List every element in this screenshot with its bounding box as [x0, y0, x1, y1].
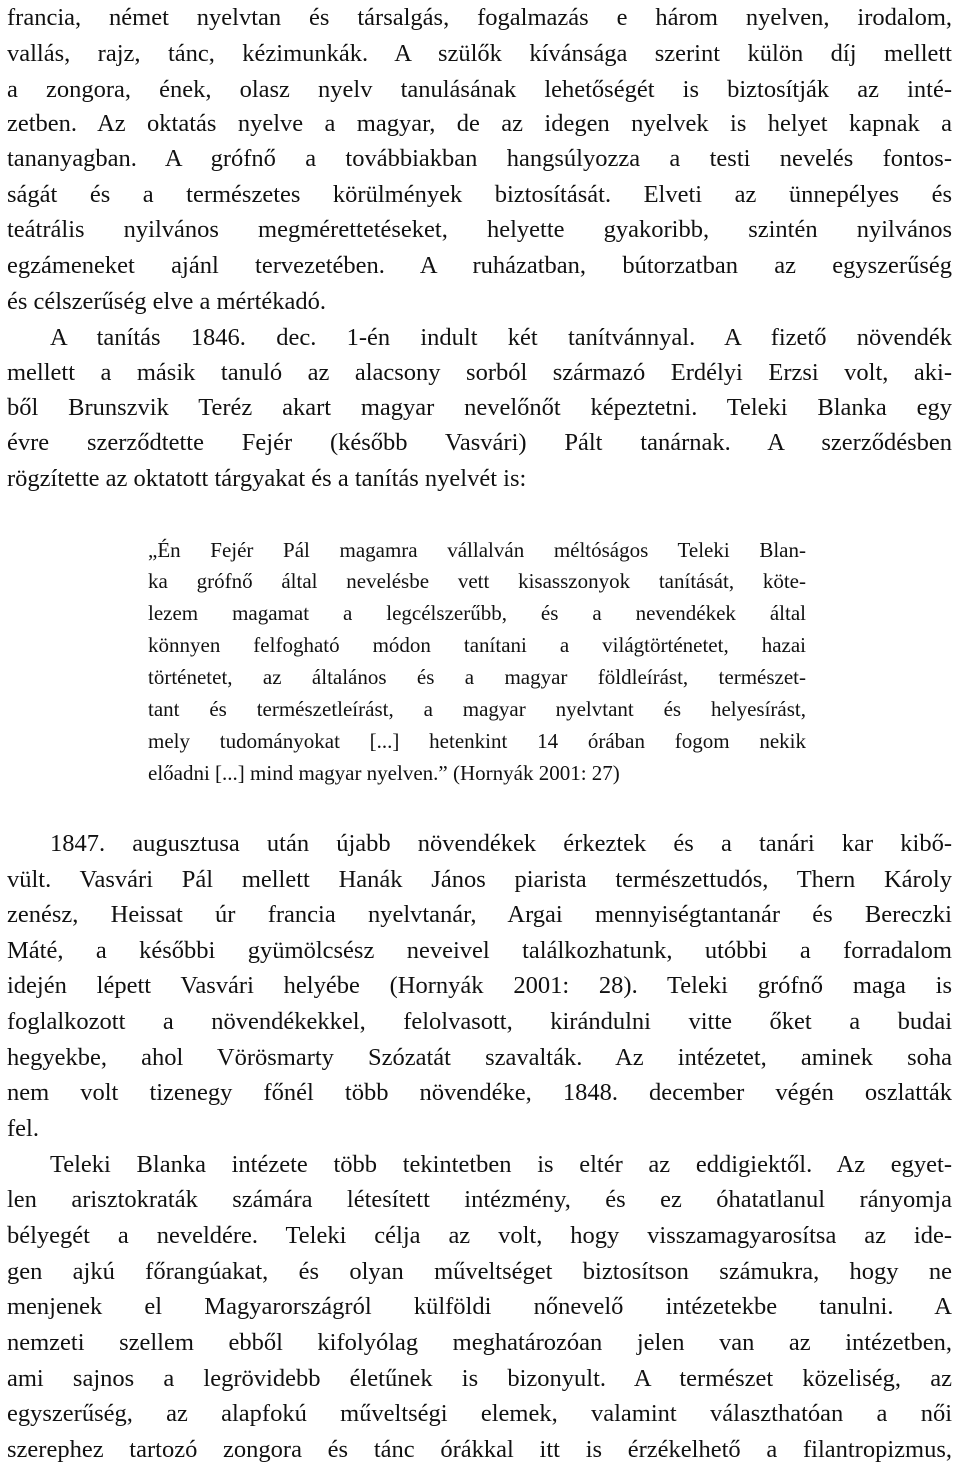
text-line: szerephez tartozó zongora és tánc órákkal itt is érzékelhető a filantropizmus,: [7, 1436, 952, 1463]
quote-line: történetet, az általános és a magyar földleírást, természet-: [148, 665, 806, 689]
text-line: bélyegét a neveldére. Teleki célja az volt, hogy visszamagyarosítsa az ide-: [7, 1222, 952, 1249]
text-line: fel.: [7, 1115, 39, 1142]
text-line: ből Brunszvik Teréz akart magyar nevelőnőt képeztetni. Teleki Blanka egy: [7, 394, 952, 421]
text-line: len arisztokraták számára létesített intézmény, és ez óhatatlanul rányomja: [7, 1186, 952, 1213]
text-line: idején lépett Vasvári helyébe (Hornyák 2001: 28). Teleki grófnő maga is: [7, 972, 952, 999]
text-line: rögzítette az oktatott tárgyakat és a tanítás nyelvét is:: [7, 465, 527, 492]
quote-line: tant és természetleírást, a magyar nyelvtant és helyesírást,: [148, 697, 806, 721]
text-line: zenész, Heissat úr francia nyelvtanár, Argai mennyiségtantanár és Bereczki: [7, 901, 952, 928]
text-line: mellett a másik tanuló az alacsony sorból származó Erdélyi Erzsi volt, aki-: [7, 359, 952, 386]
text-line: gen ajkú főrangúakat, és olyan műveltséget biztosítson számukra, hogy ne: [7, 1258, 952, 1285]
text-line: hegyekbe, ahol Vörösmarty Szózatát szavalták. Az intézetet, aminek soha: [7, 1044, 952, 1071]
text-line: vallás, rajz, tánc, kézimunkák. A szülők kívánsága szerint külön díj mellett: [7, 40, 952, 67]
quote-line: lezem magamat a legcélszerűbb, és a nevendékek által: [148, 601, 806, 625]
quote-line: előadni [...] mind magyar nyelven.” (Hornyák 2001: 27): [148, 761, 620, 785]
text-line: és célszerűség elve a mértékadó.: [7, 288, 327, 315]
text-line: A tanítás 1846. dec. 1-én indult két tanítvánnyal. A fizető növendék: [50, 324, 952, 351]
text-line: évre szerződtette Fejér (később Vasvári) Pált tanárnak. A szerződésben: [7, 429, 952, 456]
text-line: ami sajnos a legrövidebb életűnek is bizonyult. A természet közeliség, az: [7, 1365, 952, 1392]
text-line: 1847. augusztusa után újabb növendékek érkeztek és a tanári kar kibő-: [50, 830, 952, 857]
text-line: tananyagban. A grófnő a továbbiakban hangsúlyozza a testi nevelés fontos-: [7, 145, 952, 172]
text-line: a zongora, ének, olasz nyelv tanulásának lehetőségét is biztosítják az inté-: [7, 76, 952, 103]
text-line: ságát és a természetes körülmények biztosítását. Elveti az ünnepélyes és: [7, 181, 952, 208]
text-line: foglalkozott a növendékekkel, felolvasott, kirándulni vitte őket a budai: [7, 1008, 952, 1035]
text-line: egyszerűség, az alapfokú műveltségi elemek, valamint választhatóan a női: [7, 1400, 952, 1427]
text-line: vült. Vasvári Pál mellett Hanák János piarista természettudós, Thern Károly: [7, 866, 952, 893]
quote-line: mely tudományokat [...] hetenkint 14 órában fogom nekik: [148, 729, 806, 753]
quote-line: könnyen felfogható módon tanítani a világtörténetet, hazai: [148, 633, 806, 657]
text-line: Máté, a későbbi gyümölcsész neveivel találkozhatunk, utóbbi a forradalom: [7, 937, 952, 964]
text-line: teátrális nyilvános megmérettetéseket, helyette gyakoribb, szintén nyilvános: [7, 216, 952, 243]
text-line: nemzeti szellem ebből kifolyólag meghatározóan jelen van az intézetben,: [7, 1329, 952, 1356]
text-line: zetben. Az oktatás nyelve a magyar, de az idegen nyelvek is helyet kapnak a: [7, 110, 952, 137]
text-line: nem volt tizenegy főnél több növendéke, 1848. december végén oszlatták: [7, 1079, 952, 1106]
text-line: Teleki Blanka intézete több tekintetben is eltér az eddigiektől. Az egyet-: [50, 1151, 952, 1178]
text-line: egzámeneket ajánl tervezetében. A ruházatban, bútorzatban az egyszerűség: [7, 252, 952, 279]
quote-line: ka grófnő által nevelésbe vett kisasszonyok tanítását, köte-: [148, 569, 806, 593]
quote-line: „Én Fejér Pál magamra vállalván méltóságos Teleki Blan-: [148, 538, 806, 562]
text-line: francia, német nyelvtan és társalgás, fogalmazás e három nyelven, irodalom,: [7, 4, 952, 31]
text-line: menjenek el Magyarországról külföldi nőnevelő intézetekbe tanulni. A: [7, 1293, 952, 1320]
